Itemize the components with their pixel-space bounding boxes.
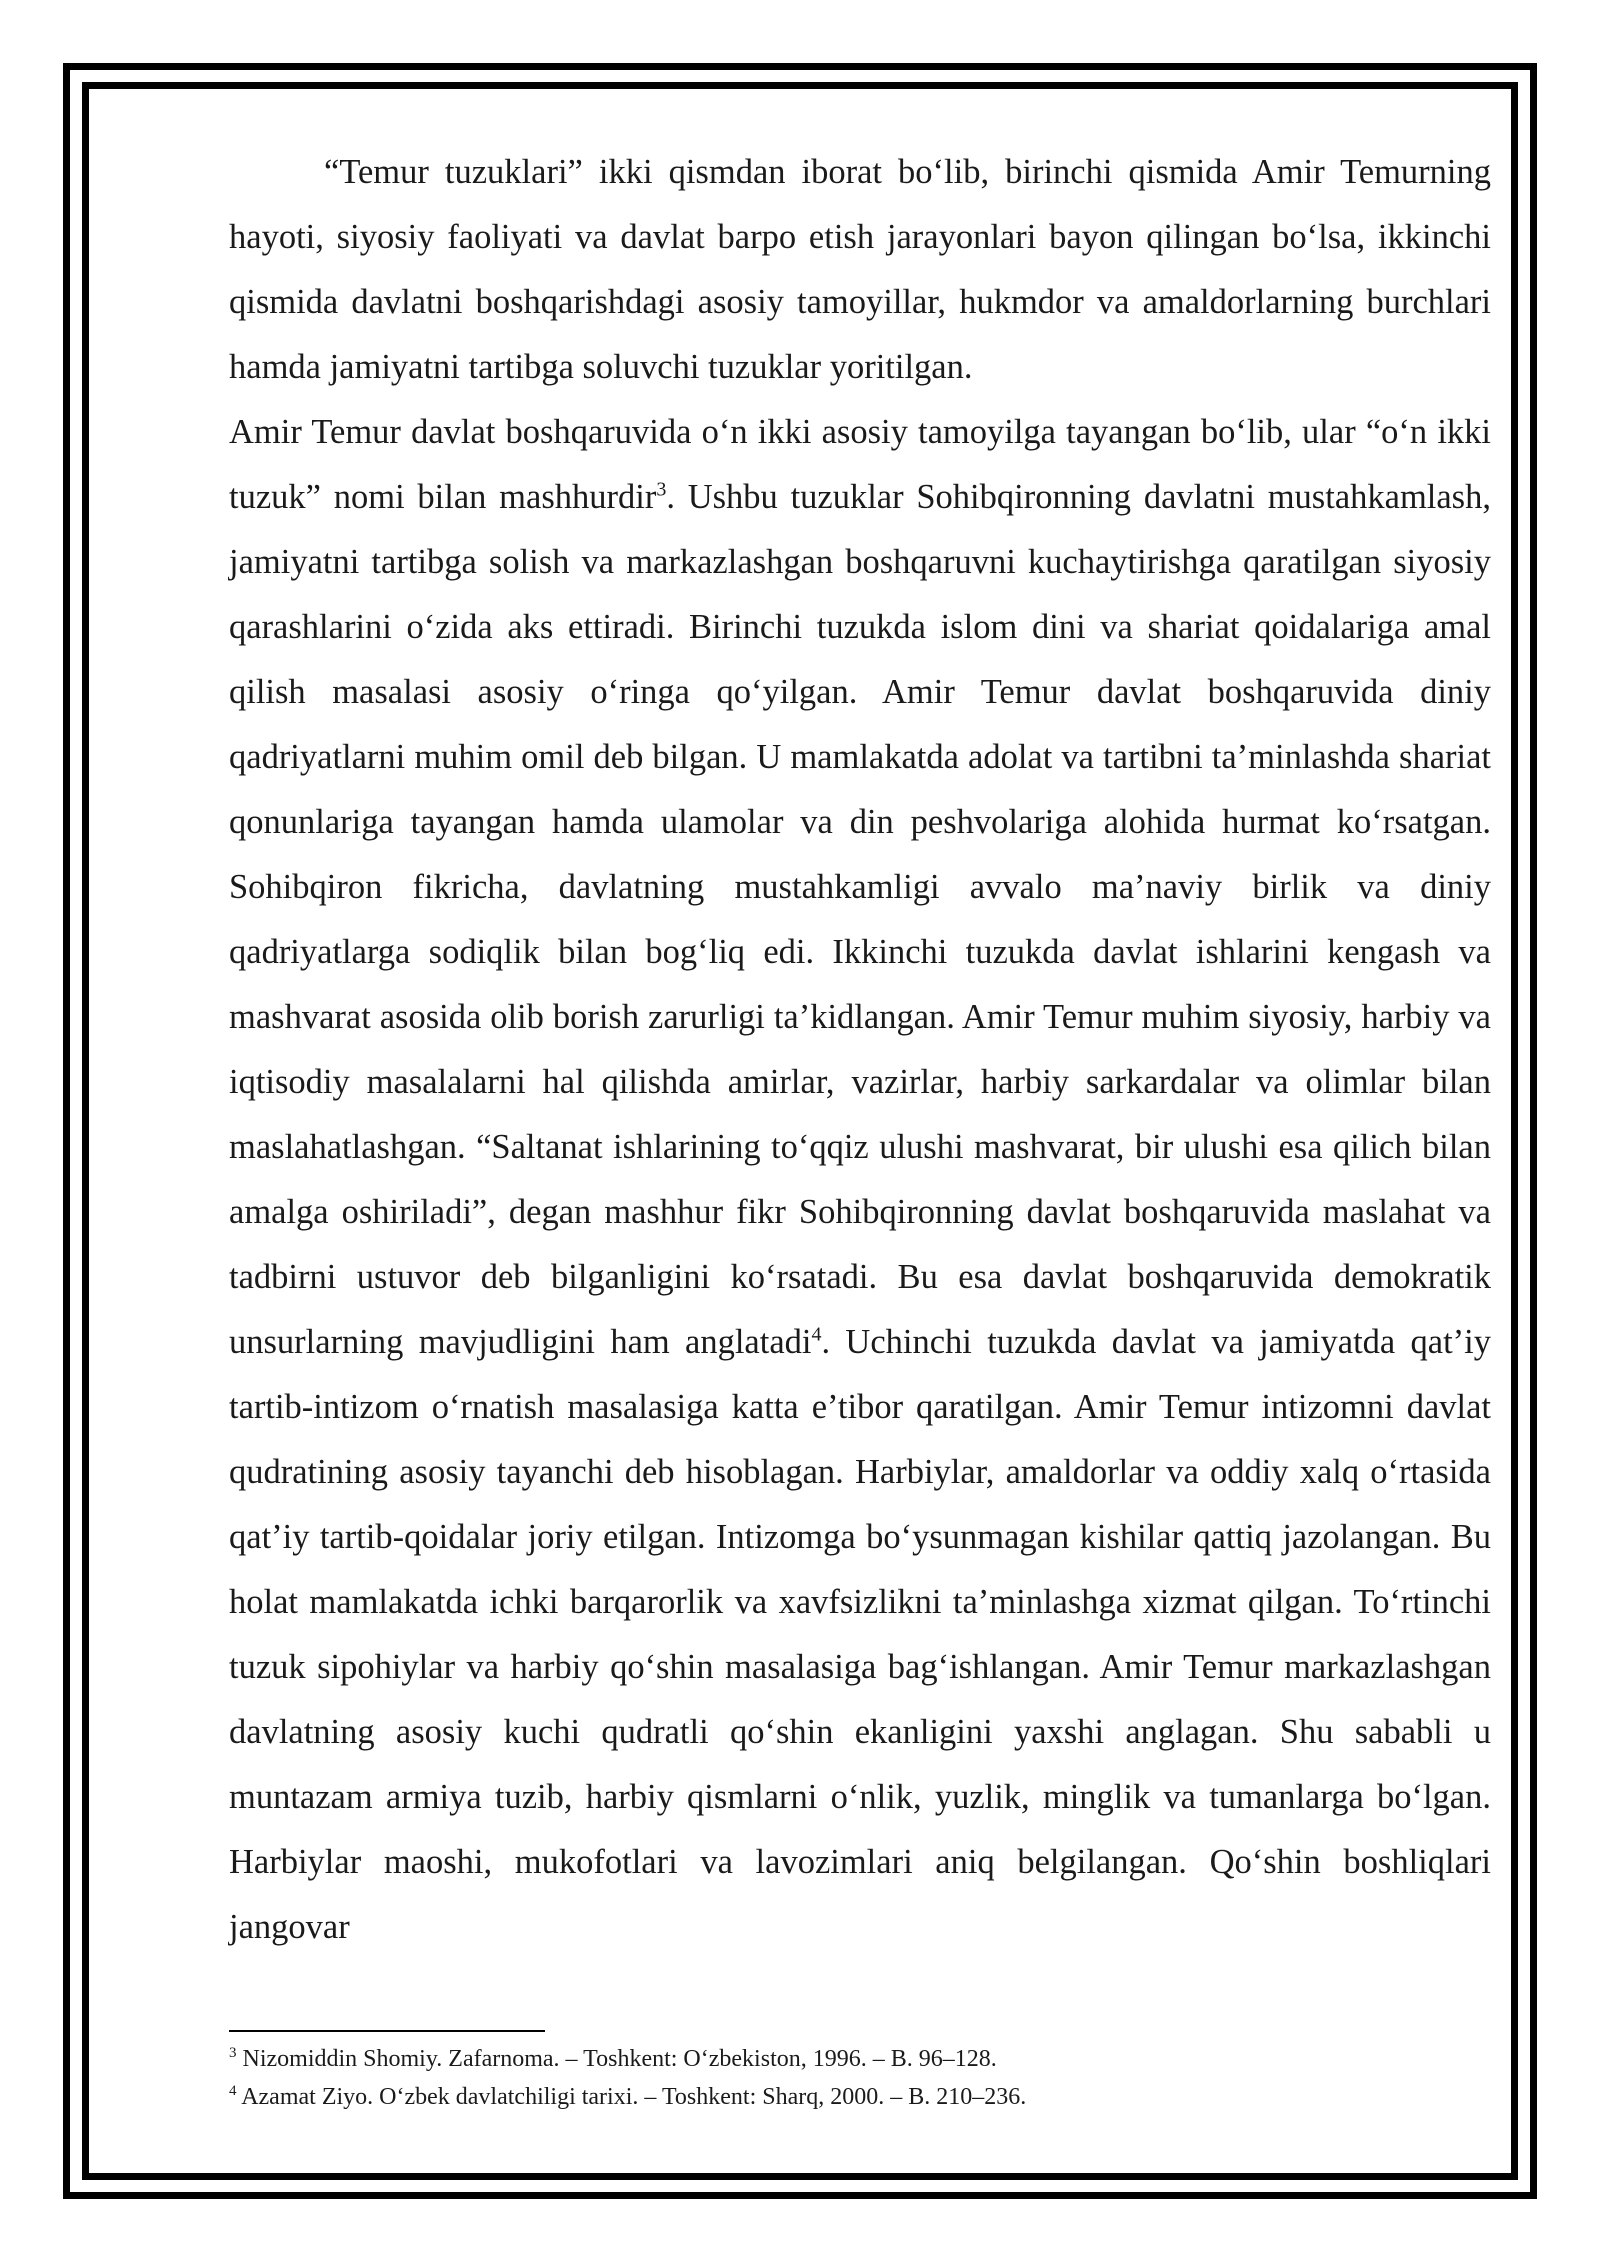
body-text bbox=[229, 140, 1491, 1960]
footnote-separator bbox=[229, 2030, 545, 2032]
paragraph-2 bbox=[229, 400, 1491, 1960]
footnote-4-text: Azamat Ziyo. O‘zbek davlatchiligi tarixi. – Toshkent: Sharq, 2000. – B. 210–236. bbox=[241, 2084, 1027, 2110]
paragraph-2-part-3: . Uchinchi tuzukda davlat va jamiyatda qat’iy tartib-intizom o‘rnatish masalasiga katta e’tibor qaratilgan. Amir Temur intizomni davlat qudratining asosiy tayanchi deb hisoblagan. Harbiylar, amaldorlar va oddiy xalq o‘rtasida qat’iy tartib-qoidalar joriy etilgan. Intizomga bo‘ysunmagan kishilar qattiq jazolangan. Bu holat mamlakatda ichki barqarorlik va xavfsizlikni ta’minlashga xizmat qilgan. To‘rtinchi tuzuk sipohiylar va harbiy qo‘shin masalasiga bag‘ishlangan. Amir Temur markazlashgan davlatning asosiy kuchi qudratli qo‘shin ekanligini yaxshi anglagan. Shu sababli u muntazam armiya tuzib, harbiy qismlarni o‘nlik, yuzlik, minglik va tumanlarga bo‘lgan. Harbiylar maoshi, mukofotlari va lavozimlari aniq belgilangan. Qo‘shin boshliqlari jangovar bbox=[229, 1323, 1491, 1946]
footnote-ref-3: 3 bbox=[656, 478, 667, 501]
paragraph-2-part-1: Amir Temur davlat boshqaruvida o‘n ikki asosiy tamoyilga tayangan bo‘lib, ular “o‘n ikki tuzuk” nomi bilan mashhurdir bbox=[229, 413, 1491, 516]
footnote-3-text: Nizomiddin Shomiy. Zafarnoma. – Toshkent: O‘zbekiston, 1996. – B. 96–128. bbox=[242, 2046, 997, 2072]
footnote-3 bbox=[229, 2040, 1491, 2078]
footnote-4-number: 4 bbox=[229, 2083, 237, 2099]
paragraph-1: “Temur tuzuklari” ikki qismdan iborat bo‘lib, birinchi qismida Amir Temurning hayoti, siyosiy faoliyati va davlat barpo etish jarayonlari bayon qilingan bo‘lsa, ikkinchi qismida davlatni boshqarishdagi asosiy tamoyillar, hukmdor va amaldorlarning burchlari hamda jamiyatni tartibga soluvchi tuzuklar yoritilgan. bbox=[229, 153, 1491, 386]
footnote-4 bbox=[229, 2078, 1491, 2116]
footnotes bbox=[229, 2040, 1491, 2116]
footnote-ref-4: 4 bbox=[811, 1323, 822, 1346]
footnote-3-number: 3 bbox=[229, 2045, 237, 2061]
paragraph-2-part-2: . Ushbu tuzuklar Sohibqironning davlatni mustahkamlash, jamiyatni tartibga solish va markazlashgan boshqaruvni kuchaytirishga qaratilgan siyosiy qarashlarini o‘zida aks ettiradi. Birinchi tuzukda islom dini va shariat qoidalariga amal qilish masalasi asosiy o‘ringa qo‘yilgan. Amir Temur davlat boshqaruvida diniy qadriyatlarni muhim omil deb bilgan. U mamlakatda adolat va tartibni ta’minlashda shariat qonunlariga tayangan hamda ulamolar va din peshvolariga alohida hurmat ko‘rsatgan. Sohibqiron fikricha, davlatning mustahkamligi avvalo ma’naviy birlik va diniy qadriyatlarga sodiqlik bilan bog‘liq edi. Ikkinchi tuzukda davlat ishlarini kengash va mashvarat asosida olib borish zarurligi ta’kidlangan. Amir Temur muhim siyosiy, harbiy va iqtisodiy masalalarni hal qilishda amirlar, vazirlar, harbiy sarkardalar va olimlar bilan maslahatlashgan. “Saltanat ishlarining to‘qqiz ulushi mashvarat, bir ulushi esa qilich bilan amalga oshiriladi”, degan mashhur fikr Sohibqironning davlat boshqaruvida maslahat va tadbirni ustuvor deb bilganligini ko‘rsatadi. Bu esa davlat boshqaruvida demokratik unsurlarning mavjudligini ham anglatadi bbox=[229, 478, 1491, 1361]
